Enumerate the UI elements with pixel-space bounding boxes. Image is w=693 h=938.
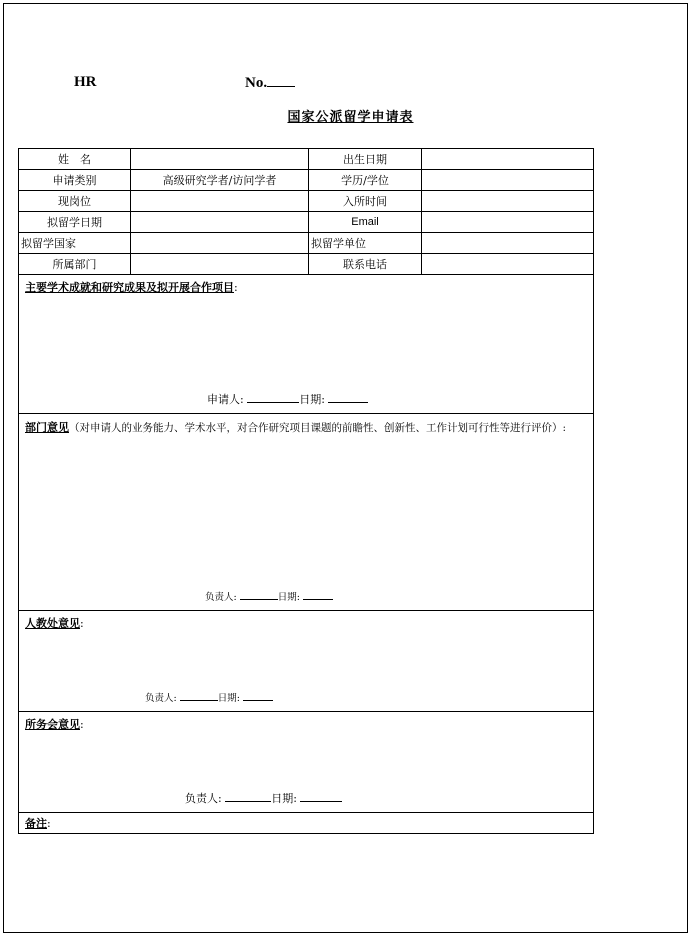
achievements-title: 主要学术成就和研究成果及拟开展合作项目 (25, 281, 234, 294)
country-input[interactable] (131, 233, 309, 254)
hr-signature (145, 690, 273, 704)
study-date-label: 拟留学日期 (19, 212, 131, 233)
hr-label: HR (74, 74, 97, 90)
form-title-text: 国家公派留学申请表 (287, 110, 414, 125)
row-category (19, 170, 594, 191)
department-cell[interactable] (19, 414, 594, 611)
hr-section (19, 611, 594, 712)
council-colon: : (80, 718, 84, 731)
department-description: （对申请人的业务能力、学术水平，对合作研究项目课题的前瞻性、创新性、工作计划可行性等进行评价）: (69, 422, 567, 434)
name-input[interactable] (131, 149, 309, 170)
council-date-label: 日期: (271, 792, 297, 805)
department-box (25, 418, 587, 606)
study-unit-label: 拟留学单位 (309, 233, 422, 254)
department-section (19, 414, 594, 611)
row-department (19, 254, 594, 275)
study-unit-input[interactable] (422, 233, 594, 254)
row-study-date (19, 212, 594, 233)
category-label: 申请类别 (19, 170, 131, 191)
birth-date-input[interactable] (422, 149, 594, 170)
council-signer-label: 负责人: (185, 792, 222, 805)
achievements-colon: : (234, 281, 238, 294)
remarks-colon: : (47, 817, 51, 830)
achievements-section (19, 275, 594, 414)
achievements-date-blank[interactable] (328, 392, 368, 403)
hr-title: 人教处意见 (25, 617, 80, 630)
achievements-box (25, 279, 587, 409)
remarks-section (19, 813, 594, 834)
remarks-cell[interactable] (19, 813, 594, 834)
phone-input[interactable] (422, 254, 594, 275)
name-label: 姓 名 (19, 149, 131, 170)
council-section (19, 712, 594, 813)
row-name (19, 149, 594, 170)
row-position (19, 191, 594, 212)
position-input[interactable] (131, 191, 309, 212)
form-title (0, 106, 693, 125)
hr-signer-label: 负责人: (145, 693, 177, 704)
application-form (18, 148, 594, 834)
hr-date-label: 日期: (217, 693, 240, 704)
hr-date-blank[interactable] (243, 690, 273, 701)
council-box (25, 716, 587, 808)
number-blank[interactable] (267, 74, 295, 87)
council-date-blank[interactable] (300, 791, 342, 802)
achievements-date-label: 日期: (299, 393, 325, 406)
department-title: 部门意见 (25, 421, 69, 434)
council-title: 所务会意见 (25, 718, 80, 731)
hr-cell[interactable] (19, 611, 594, 712)
number-label: No. (245, 75, 268, 91)
birth-date-label: 出生日期 (309, 149, 422, 170)
department-input[interactable] (131, 254, 309, 275)
entry-date-label: 入所时间 (309, 191, 422, 212)
department-label: 所属部门 (19, 254, 131, 275)
department-date-label: 日期: (277, 592, 300, 603)
number-field (245, 74, 295, 92)
council-signature (185, 790, 342, 806)
department-signature (205, 589, 333, 603)
applicant-blank[interactable] (247, 392, 299, 403)
remarks-title: 备注 (25, 817, 47, 830)
hr-box (25, 615, 587, 707)
study-date-input[interactable] (131, 212, 309, 233)
entry-date-input[interactable] (422, 191, 594, 212)
achievements-cell[interactable] (19, 275, 594, 414)
country-label: 拟留学国家 (19, 233, 131, 254)
council-cell[interactable] (19, 712, 594, 813)
phone-label: 联系电话 (309, 254, 422, 275)
department-date-blank[interactable] (303, 589, 333, 600)
hr-signer-blank[interactable] (180, 690, 218, 701)
council-signer-blank[interactable] (225, 791, 271, 802)
department-signer-label: 负责人: (205, 592, 237, 603)
email-input[interactable] (422, 212, 594, 233)
applicant-label: 申请人: (207, 393, 244, 406)
category-value[interactable]: 高级研究学者/访问学者 (131, 170, 309, 191)
department-signer-blank[interactable] (240, 589, 278, 600)
row-country (19, 233, 594, 254)
hr-colon: : (80, 617, 84, 630)
achievements-signature (207, 391, 368, 407)
position-label: 现岗位 (19, 191, 131, 212)
department-heading (25, 418, 587, 438)
degree-input[interactable] (422, 170, 594, 191)
degree-label: 学历/学位 (309, 170, 422, 191)
email-label: Email (309, 212, 422, 233)
